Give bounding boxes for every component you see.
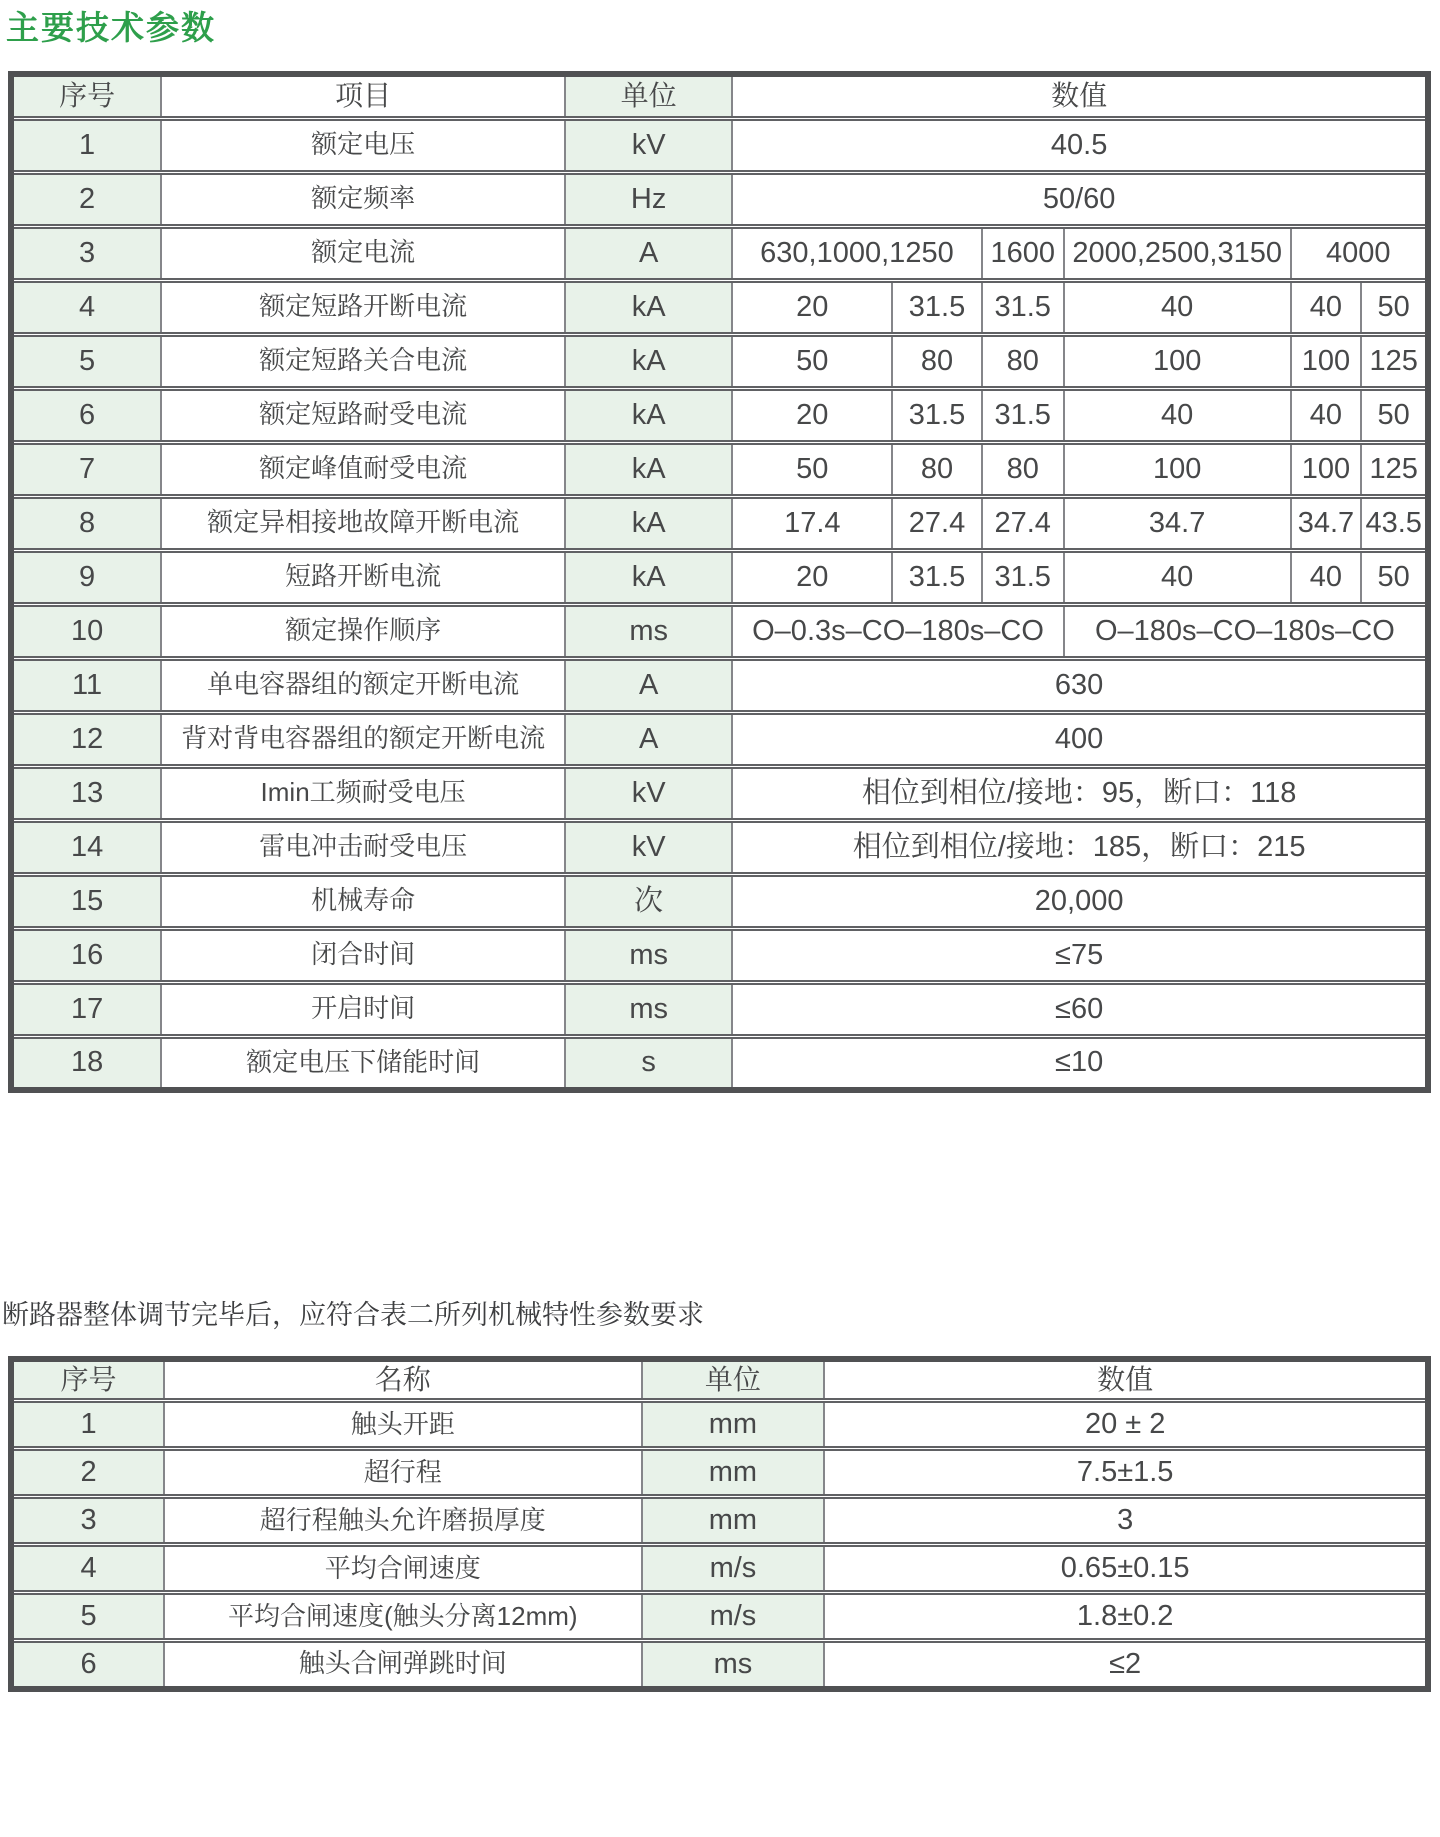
header-cell-value: 数值 — [824, 1359, 1428, 1401]
row-number-cell: 12 — [11, 712, 161, 766]
item-cell: 背对背电容器组的额定开断电流 — [161, 712, 565, 766]
row-number-cell: 15 — [11, 874, 161, 928]
row-number-cell: 3 — [11, 226, 161, 280]
value-cell: 50 — [732, 334, 892, 388]
row-number-cell: 10 — [11, 604, 161, 658]
item-cell: 额定峰值耐受电流 — [161, 442, 565, 496]
header-cell-index: 序号 — [11, 1359, 164, 1401]
name-cell: 超行程触头允许磨损厚度 — [164, 1497, 642, 1545]
table-row — [11, 982, 1428, 1036]
page-title: 主要技术参数 — [6, 9, 216, 46]
row-number-cell: 5 — [11, 334, 161, 388]
item-cell: 单电容器组的额定开断电流 — [161, 658, 565, 712]
value-cell: 20 — [732, 280, 892, 334]
item-cell: 机械寿命 — [161, 874, 565, 928]
value-cell: 20 — [732, 388, 892, 442]
item-cell: 闭合时间 — [161, 928, 565, 982]
unit-cell: kA — [565, 334, 732, 388]
value-cell: 40 — [1291, 280, 1362, 334]
header-cell-index: 序号 — [11, 74, 161, 118]
row-number-cell: 16 — [11, 928, 161, 982]
value-cell: 20,000 — [732, 874, 1428, 928]
unit-cell: mm — [642, 1401, 825, 1449]
value-cell: 27.4 — [982, 496, 1064, 550]
header-cell-name: 名称 — [164, 1359, 642, 1401]
value-cell: 20 ± 2 — [824, 1401, 1428, 1449]
value-cell: 400 — [732, 712, 1428, 766]
item-cell: 额定短路开断电流 — [161, 280, 565, 334]
row-number-cell: 9 — [11, 550, 161, 604]
row-number-cell: 11 — [11, 658, 161, 712]
value-cell: 40 — [1291, 550, 1362, 604]
item-cell: 额定短路耐受电流 — [161, 388, 565, 442]
unit-cell: kV — [565, 820, 732, 874]
row-number-cell: 17 — [11, 982, 161, 1036]
table-row — [11, 820, 1428, 874]
value-cell: 0.65±0.15 — [824, 1545, 1428, 1593]
unit-cell: kV — [565, 766, 732, 820]
value-cell: 40.5 — [732, 118, 1428, 172]
value-cell: 相位到相位/接地：185，断口：215 — [732, 820, 1428, 874]
unit-cell: Hz — [565, 172, 732, 226]
unit-cell: A — [565, 226, 732, 280]
value-cell: 50 — [1361, 550, 1428, 604]
name-cell: 平均合闸速度 — [164, 1545, 642, 1593]
value-cell: 31.5 — [892, 388, 981, 442]
item-cell: 额定电流 — [161, 226, 565, 280]
row-number-cell: 5 — [11, 1593, 164, 1641]
table2-body — [11, 1401, 1428, 1689]
value-cell: 1600 — [982, 226, 1064, 280]
value-cell: O–0.3s–CO–180s–CO — [732, 604, 1064, 658]
value-cell: 630 — [732, 658, 1428, 712]
table2-header-row — [11, 1359, 1428, 1401]
header-cell-unit: 单位 — [642, 1359, 825, 1401]
unit-cell: mm — [642, 1449, 825, 1497]
unit-cell: kA — [565, 442, 732, 496]
value-cell: 1.8±0.2 — [824, 1593, 1428, 1641]
value-cell: 20 — [732, 550, 892, 604]
unit-cell: A — [565, 658, 732, 712]
unit-cell: A — [565, 712, 732, 766]
table-row — [11, 442, 1428, 496]
item-cell: 雷电冲击耐受电压 — [161, 820, 565, 874]
value-cell: 43.5 — [1361, 496, 1428, 550]
item-cell: 额定电压 — [161, 118, 565, 172]
row-number-cell: 3 — [11, 1497, 164, 1545]
value-cell: 31.5 — [982, 388, 1064, 442]
name-cell: 触头开距 — [164, 1401, 642, 1449]
row-number-cell: 6 — [11, 388, 161, 442]
name-cell: 平均合闸速度(触头分离12mm) — [164, 1593, 642, 1641]
unit-cell: ms — [642, 1641, 825, 1689]
value-cell: 80 — [982, 442, 1064, 496]
row-number-cell: 4 — [11, 1545, 164, 1593]
value-cell: ≤2 — [824, 1641, 1428, 1689]
value-cell: 31.5 — [892, 550, 981, 604]
table-row — [11, 280, 1428, 334]
note-text: 断路器整体调节完毕后，应符合表二所列机械特性参数要求 — [2, 1300, 704, 1331]
table-row — [11, 118, 1428, 172]
table-row — [11, 1401, 1428, 1449]
table-row — [11, 1497, 1428, 1545]
table-row — [11, 334, 1428, 388]
table-row — [11, 1449, 1428, 1497]
header-cell-value: 数值 — [732, 74, 1428, 118]
value-cell: 80 — [982, 334, 1064, 388]
header-cell-item: 项目 — [161, 74, 565, 118]
value-cell: 50 — [732, 442, 892, 496]
value-cell: 31.5 — [982, 280, 1064, 334]
main-parameters-table — [8, 71, 1431, 1093]
value-cell: 630,1000,1250 — [732, 226, 981, 280]
value-cell: 100 — [1291, 334, 1362, 388]
value-cell: 相位到相位/接地：95，断口：118 — [732, 766, 1428, 820]
unit-cell: kA — [565, 280, 732, 334]
value-cell: 125 — [1361, 334, 1428, 388]
item-cell: 短路开断电流 — [161, 550, 565, 604]
row-number-cell: 7 — [11, 442, 161, 496]
unit-cell: ms — [565, 928, 732, 982]
value-cell: 100 — [1291, 442, 1362, 496]
value-cell: 2000,2500,3150 — [1064, 226, 1291, 280]
value-cell: 80 — [892, 334, 981, 388]
value-cell: 40 — [1064, 280, 1291, 334]
name-cell: 超行程 — [164, 1449, 642, 1497]
row-number-cell: 13 — [11, 766, 161, 820]
row-number-cell: 4 — [11, 280, 161, 334]
value-cell: 31.5 — [892, 280, 981, 334]
row-number-cell: 1 — [11, 1401, 164, 1449]
row-number-cell: 8 — [11, 496, 161, 550]
header-cell-unit: 单位 — [565, 74, 732, 118]
row-number-cell: 18 — [11, 1036, 161, 1090]
table-row — [11, 928, 1428, 982]
value-cell: 27.4 — [892, 496, 981, 550]
value-cell: 50/60 — [732, 172, 1428, 226]
value-cell: 40 — [1064, 388, 1291, 442]
unit-cell: kA — [565, 496, 732, 550]
value-cell: 125 — [1361, 442, 1428, 496]
table-row — [11, 658, 1428, 712]
unit-cell: ms — [565, 604, 732, 658]
item-cell: 额定电压下储能时间 — [161, 1036, 565, 1090]
table1-body — [11, 118, 1428, 1090]
value-cell: ≤75 — [732, 928, 1428, 982]
table-row — [11, 604, 1428, 658]
value-cell: ≤10 — [732, 1036, 1428, 1090]
value-cell: 100 — [1064, 334, 1291, 388]
table1-header-row — [11, 74, 1428, 118]
table-row — [11, 388, 1428, 442]
item-cell: 开启时间 — [161, 982, 565, 1036]
row-number-cell: 2 — [11, 172, 161, 226]
unit-cell: s — [565, 1036, 732, 1090]
table-row — [11, 226, 1428, 280]
value-cell: 17.4 — [732, 496, 892, 550]
value-cell: ≤60 — [732, 982, 1428, 1036]
unit-cell: kA — [565, 550, 732, 604]
value-cell: 31.5 — [982, 550, 1064, 604]
value-cell: 50 — [1361, 388, 1428, 442]
value-cell: 34.7 — [1064, 496, 1291, 550]
item-cell: 额定异相接地故障开断电流 — [161, 496, 565, 550]
table-row — [11, 712, 1428, 766]
value-cell: 3 — [824, 1497, 1428, 1545]
item-cell: 额定频率 — [161, 172, 565, 226]
value-cell: O–180s–CO–180s–CO — [1064, 604, 1428, 658]
page — [0, 10, 1440, 1692]
table-row — [11, 1036, 1428, 1090]
unit-cell: m/s — [642, 1593, 825, 1641]
value-cell: 34.7 — [1291, 496, 1362, 550]
table-row — [11, 550, 1428, 604]
value-cell: 80 — [892, 442, 981, 496]
table-row — [11, 1545, 1428, 1593]
item-cell: Imin工频耐受电压 — [161, 766, 565, 820]
value-cell: 50 — [1361, 280, 1428, 334]
unit-cell: mm — [642, 1497, 825, 1545]
unit-cell: ms — [565, 982, 732, 1036]
table-row — [11, 496, 1428, 550]
mechanical-parameters-table — [8, 1356, 1431, 1692]
item-cell: 额定短路关合电流 — [161, 334, 565, 388]
unit-cell: 次 — [565, 874, 732, 928]
value-cell: 7.5±1.5 — [824, 1449, 1428, 1497]
item-cell: 额定操作顺序 — [161, 604, 565, 658]
table-row — [11, 1641, 1428, 1689]
unit-cell: kA — [565, 388, 732, 442]
value-cell: 4000 — [1291, 226, 1428, 280]
unit-cell: kV — [565, 118, 732, 172]
row-number-cell: 14 — [11, 820, 161, 874]
table-row — [11, 172, 1428, 226]
row-number-cell: 6 — [11, 1641, 164, 1689]
value-cell: 40 — [1291, 388, 1362, 442]
name-cell: 触头合闸弹跳时间 — [164, 1641, 642, 1689]
value-cell: 40 — [1064, 550, 1291, 604]
unit-cell: m/s — [642, 1545, 825, 1593]
value-cell: 100 — [1064, 442, 1291, 496]
table-row — [11, 874, 1428, 928]
row-number-cell: 2 — [11, 1449, 164, 1497]
row-number-cell: 1 — [11, 118, 161, 172]
table-row — [11, 766, 1428, 820]
table-row — [11, 1593, 1428, 1641]
